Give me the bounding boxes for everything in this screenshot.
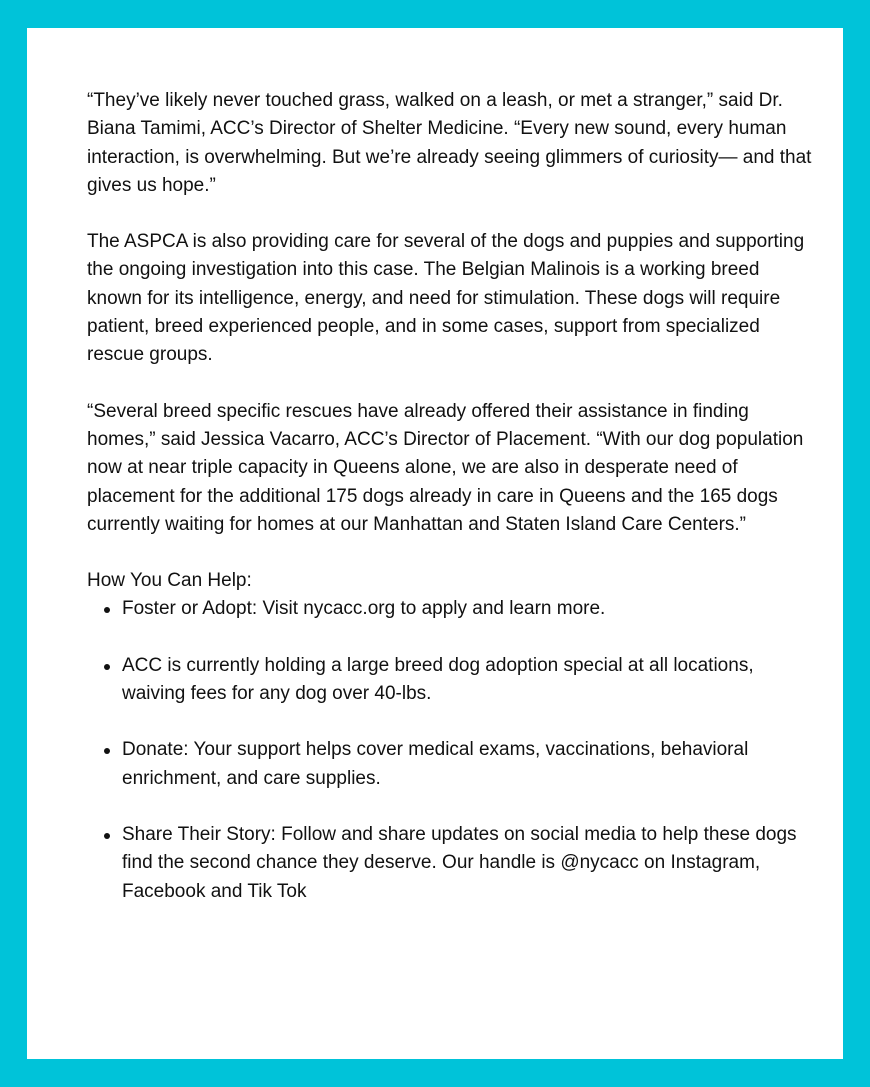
quote-vacarro-paragraph: “Several breed specific rescues have already offered their assistance in finding homes,” said Jessica Vacarro, ACC’s Director of Placement. “With our dog population now at near triple capacity in Queens alone, we are also in desperate need of placement for the additional 175 dogs already in care in Queens and the 165 dogs currently waiting for homes at our Manhattan and Staten Island Care Centers.” xyxy=(87,400,804,535)
help-item-donate xyxy=(122,736,817,793)
help-heading: How You Can Help: xyxy=(87,570,252,592)
help-item-foster-adopt xyxy=(122,595,817,623)
bullet-icon xyxy=(104,748,110,754)
content-card xyxy=(27,28,843,1059)
help-item-adoption-special xyxy=(122,652,817,709)
aspca-paragraph: The ASPCA is also providing care for several of the dogs and puppies and supporting the ongoing investigation into this case. The Belgian Malinois is a working breed known for its intelligence, energy, and need for stimulation. These dogs will require patient, breed experienced people, and in some cases, support from specialized rescue groups. xyxy=(87,231,805,366)
bullet-icon xyxy=(104,664,110,670)
bullet-icon xyxy=(104,833,110,839)
help-item-share-story xyxy=(122,821,817,906)
help-list xyxy=(87,595,817,905)
help-item-text: ACC is currently holding a large breed dog adoption special at all locations, waiving fees for any dog over 40-lbs. xyxy=(122,654,754,705)
bullet-icon xyxy=(104,607,110,613)
help-item-text: Foster or Adopt: Visit nycacc.org to apply and learn more. xyxy=(122,598,606,620)
help-item-text: Donate: Your support helps cover medical exams, vaccinations, behavioral enrichment, and care supplies. xyxy=(122,739,749,789)
help-item-text: Share Their Story: Follow and share updates on social media to help these dogs find the second chance they deserve. Our handle is @nycacc on Instagram, Facebook and Tik Tok xyxy=(122,823,797,902)
quote-tamimi-paragraph: “They’ve likely never touched grass, walked on a leash, or met a stranger,” said Dr. Biana Tamimi, ACC’s Director of Shelter Medicine. “Every new sound, every human interaction, is overwhelming. But we’re already seeing glimmers of curiosity— and that gives us hope.” xyxy=(87,90,812,196)
